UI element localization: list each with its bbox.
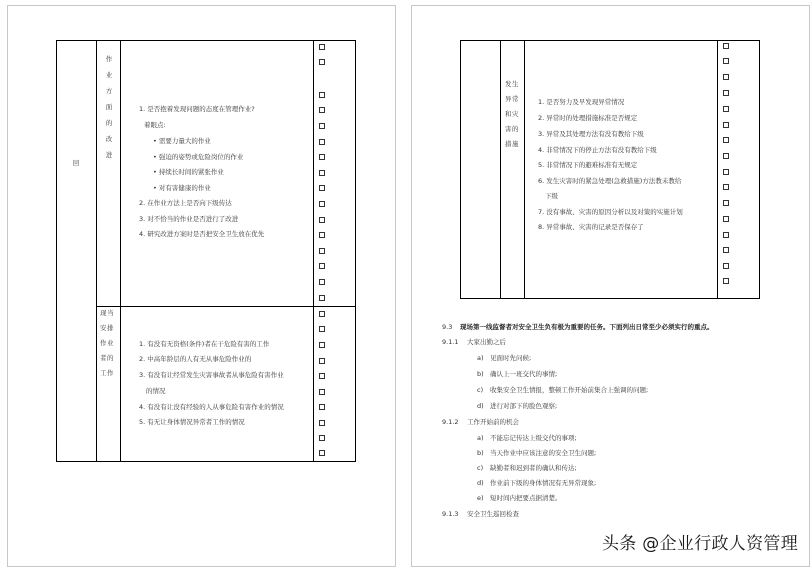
checklist-item: 3. 异常及其处理方法有没有教给下级 (538, 130, 644, 138)
list-item: 收集安全卫生情报，整顿工作开始前集合上强调的问题; (490, 386, 649, 394)
checkbox[interactable] (319, 107, 325, 113)
label-char: 业 (105, 71, 113, 79)
checkbox[interactable] (319, 248, 325, 254)
checklist-item: 2. 中高年龄层的人有无从事危险作业的 (139, 355, 252, 363)
checkbox[interactable] (723, 278, 729, 284)
checklist-item: 1. 有没有无资格(条件)者在干危险有害的工作 (139, 340, 270, 348)
checklist-item: 1. 是否抱着发现问题的态度在管理作业? (139, 105, 255, 113)
list-item: 不能忘记传达上级交代的事项; (490, 434, 577, 442)
list-marker: a) (477, 354, 484, 362)
checkbox[interactable] (319, 185, 325, 191)
checkbox[interactable] (723, 153, 729, 159)
list-item: 进行对部下的脸色观察; (490, 402, 558, 410)
label-line: 和灾 (505, 110, 519, 118)
subsection-title: 安全卫生巡回检查 (467, 510, 519, 518)
label-line: 现当 (100, 309, 114, 317)
watermark-text: 头条 @企业行政人资管理 (601, 534, 798, 554)
checkbox[interactable] (319, 154, 325, 160)
checkbox[interactable] (319, 279, 325, 285)
checkbox[interactable] (319, 295, 325, 301)
checkbox[interactable] (723, 106, 729, 112)
checklist-item: 4. 有没有让没有经验的人从事危险有害作业的情况 (139, 403, 284, 411)
checklist-item: 5. 有无让身体情况异常者工作的情况 (139, 418, 245, 426)
checkbox[interactable] (319, 420, 325, 426)
list-marker: a) (477, 434, 484, 442)
checkbox[interactable] (319, 44, 325, 50)
checklist-item-cont: 下级 (545, 192, 558, 200)
checklist-note: 着眼点: (144, 121, 166, 129)
checkbox[interactable] (723, 74, 729, 80)
list-marker: b) (477, 370, 484, 378)
checklist-item: 2. 在作业方法上是否向下级传达 (139, 199, 232, 207)
list-item: 当天作业中应该注意的安全卫生问题; (490, 449, 597, 457)
checkbox[interactable] (319, 201, 325, 207)
checkbox[interactable] (723, 137, 729, 143)
checkbox[interactable] (319, 217, 325, 223)
section-number: 9.3 (442, 323, 453, 331)
checkbox[interactable] (319, 404, 325, 410)
checklist-item: 1. 是否努力及早发现异常情况 (538, 98, 625, 106)
checkbox[interactable] (319, 342, 325, 348)
category-label: 回 (72, 159, 80, 167)
checklist-bullet: • 持续长时间的紧张作业 (153, 168, 224, 176)
list-marker: c) (477, 464, 484, 472)
list-item: 短时间内把要点据清楚。 (490, 494, 562, 502)
checkbox[interactable] (319, 373, 325, 379)
checkbox[interactable] (723, 184, 729, 190)
checkbox[interactable] (319, 92, 325, 98)
checkbox[interactable] (723, 263, 729, 269)
checkbox[interactable] (723, 232, 729, 238)
checklist-item: 4. 非常情况下的停止方法有没有教给下级 (538, 146, 657, 154)
subsection-title: 工作开始前的机会 (467, 418, 519, 426)
checklist-item: 2. 异常时的处理措施标准是否规定 (538, 114, 638, 122)
checklist-item: 4. 研究改进方案时是否把安全卫生放在优先 (139, 230, 265, 238)
checklist-item: 3. 有没有让经常发生灾害事故者从事危险有害作业 (139, 371, 284, 379)
checklist-item: 7. 没有事故、灾害的原因分析以及对策的实施计划 (538, 208, 683, 216)
checkbox[interactable] (319, 59, 325, 65)
list-marker: c) (477, 386, 484, 394)
label-line: 害的 (505, 125, 519, 133)
label-line: 者的 (100, 354, 114, 362)
checkbox[interactable] (723, 58, 729, 64)
label-char: 进 (105, 151, 113, 159)
checkbox[interactable] (319, 450, 325, 456)
label-line: 措施 (505, 140, 519, 148)
checkbox[interactable] (723, 169, 729, 175)
label-char: 的 (105, 119, 113, 127)
list-marker: e) (477, 494, 484, 502)
checkbox[interactable] (319, 435, 325, 441)
checkbox[interactable] (723, 122, 729, 128)
list-marker: b) (477, 449, 484, 457)
checkbox[interactable] (319, 326, 325, 332)
list-item: 见面时先问候; (490, 354, 532, 362)
checklist-bullet: • 需要力量大的作业 (153, 137, 211, 145)
checklist-item: 6. 发生灾害时的紧急处理(急救措施)方法教未教给 (538, 177, 682, 185)
checkbox[interactable] (319, 311, 325, 317)
checklist-bullet: • 强迫的姿势或危险岗位的作业 (153, 153, 244, 161)
checkbox[interactable] (319, 170, 325, 176)
checkbox[interactable] (319, 232, 325, 238)
checkbox[interactable] (319, 123, 325, 129)
checkbox[interactable] (319, 139, 325, 145)
label-line: 工作 (100, 369, 114, 377)
checklist-item: 8. 异常事故、灾害的记录是否保存了 (538, 223, 644, 231)
document-page-left (7, 5, 396, 567)
list-item: 缺勤者和迟到者的确认和传达; (490, 464, 577, 472)
list-item: 确认上一班交代的事情; (490, 370, 558, 378)
label-char: 改 (105, 135, 113, 143)
checkbox[interactable] (723, 216, 729, 222)
checkbox[interactable] (723, 90, 729, 96)
list-marker: d) (477, 479, 484, 487)
label-line: 安排 (100, 324, 114, 332)
document-page-right (411, 5, 810, 567)
checkbox[interactable] (723, 247, 729, 253)
section-heading: 现场第一线监督者对安全卫生负有极为重要的任务。下面列出日常至少必须实行的重点。 (460, 323, 714, 331)
label-char: 作 (105, 55, 113, 63)
label-line: 作业 (100, 339, 114, 347)
checklist-bullet: • 对有害健康的作业 (153, 184, 211, 192)
label-char: 方 (105, 87, 113, 95)
label-line: 发生 (505, 80, 519, 88)
checkbox[interactable] (723, 43, 729, 49)
checklist-item-cont: 的情况 (146, 387, 166, 395)
checkbox[interactable] (723, 200, 729, 206)
list-item: 作业前下级的身体情况有无异常现象; (490, 479, 597, 487)
checklist-item: 5. 非常情况下的避难标准有无规定 (538, 161, 638, 169)
label-char: 面 (105, 103, 113, 111)
subsection-number: 9.1.3 (442, 510, 459, 518)
subsection-number: 9.1.2 (442, 418, 459, 426)
checkbox[interactable] (319, 358, 325, 364)
subsection-number: 9.1.1 (442, 338, 459, 346)
list-marker: d) (477, 402, 484, 410)
checkbox[interactable] (319, 263, 325, 269)
checkbox[interactable] (319, 389, 325, 395)
label-line: 异常 (505, 95, 519, 103)
checklist-item: 3. 对不恰当的作业是否进行了改进 (139, 215, 239, 223)
subsection-title: 大家出勤之后 (467, 338, 506, 346)
